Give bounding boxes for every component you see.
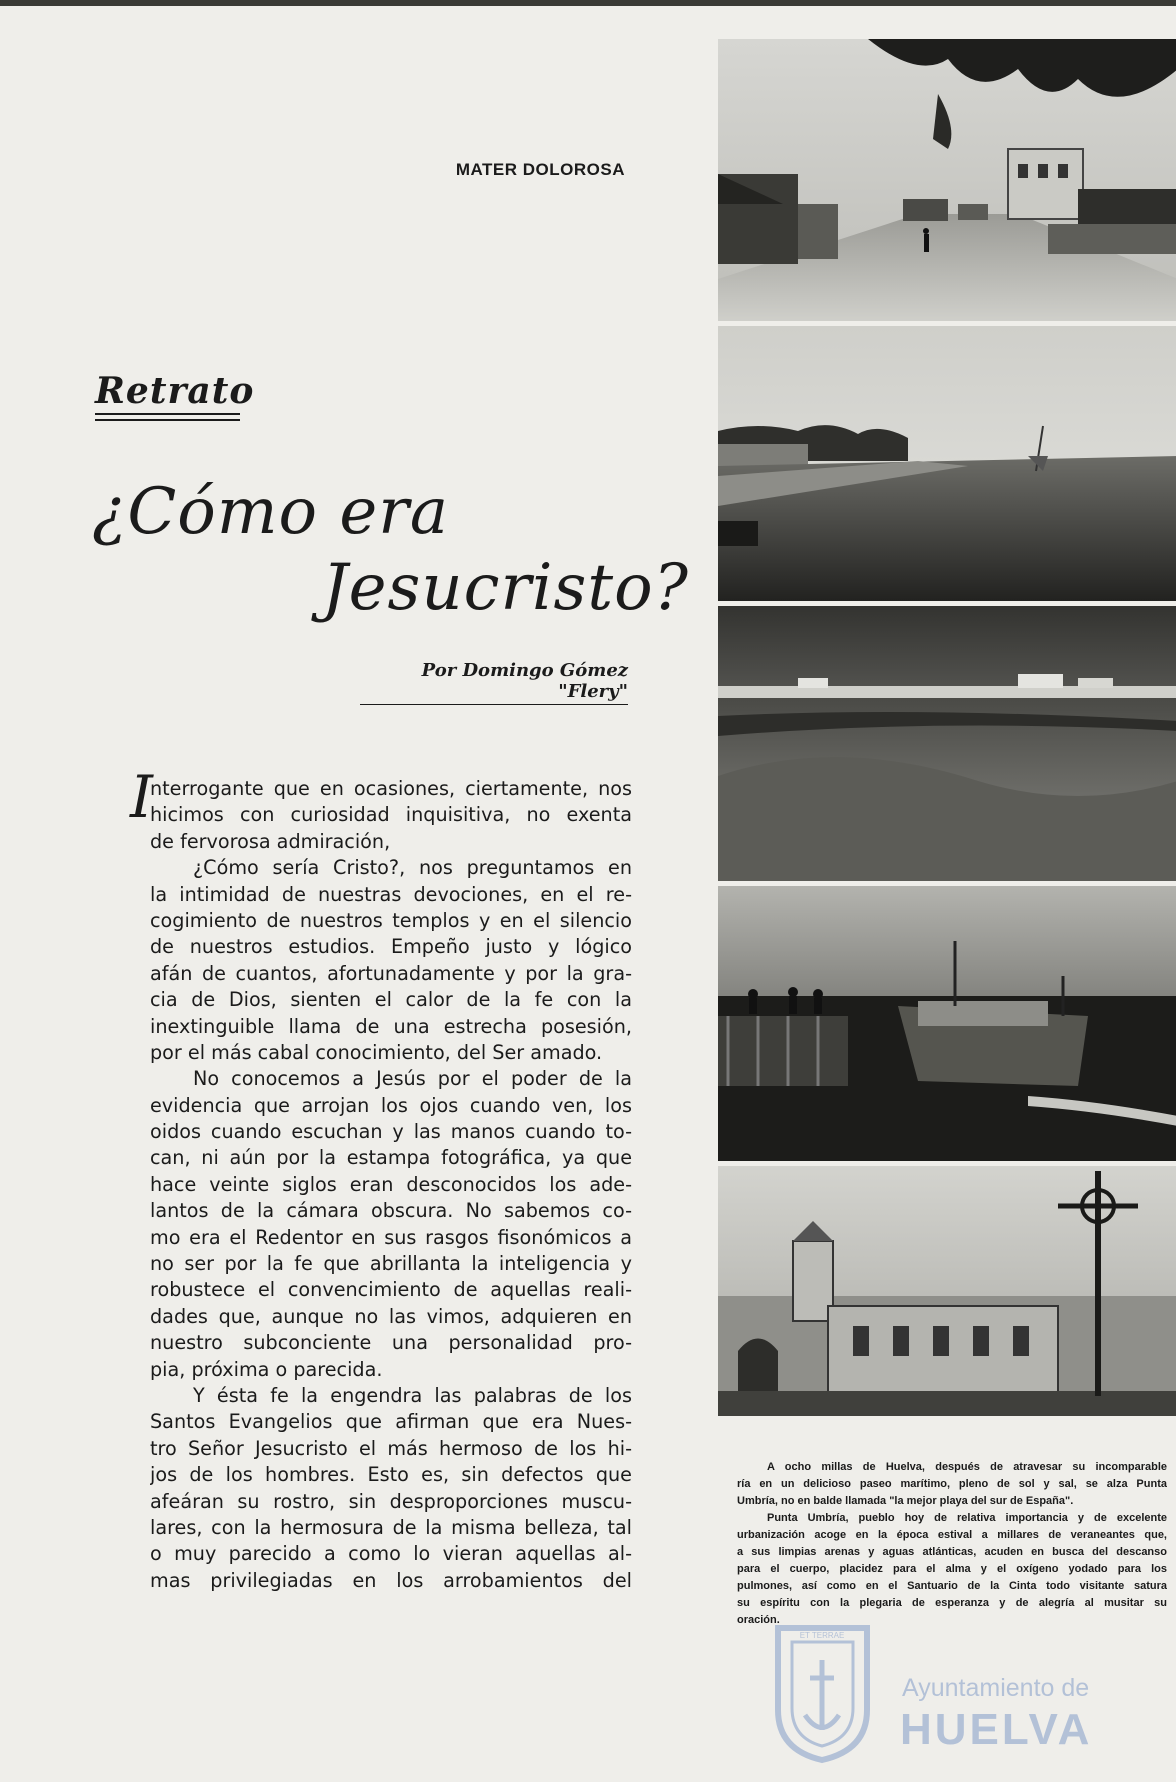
article-line: No conocemos a Jesús por el poder de la: [193, 1067, 632, 1091]
byline: Por Domingo Gómez "Flery": [360, 660, 628, 705]
article-line: mo era el Redentor en sus rasgos fisonómicos a: [150, 1225, 632, 1249]
article-line: cogimiento de nuestros templos y en el silencio: [150, 908, 632, 932]
shore-photo: [718, 326, 1176, 601]
caption-line: Punta Umbría, pueblo hoy de relativa importancia y de excelente: [767, 1512, 1167, 1524]
article-line: no ser por la fe que abrillanta la inteligencia y: [150, 1252, 632, 1276]
watermark-line-1: Ayuntamiento de: [902, 1674, 1090, 1702]
watermark: [752, 1612, 1122, 1772]
photo-caption: [737, 1459, 1167, 1629]
article-line: afán de cuantos, afortunadamente y por la gra-: [150, 961, 632, 985]
article-line: oidos cuando escuchan y las manos cuando to-: [150, 1120, 632, 1144]
section-rule-lower: [95, 419, 240, 421]
article-line: afeáran su rostro, sin desproporciones muscu-: [150, 1489, 632, 1513]
caption-line: urbanización acoge en la época estival a millares de veraneantes que,: [737, 1529, 1167, 1541]
article-line: hace veinte siglos eran desconocidos los ade-: [150, 1172, 632, 1196]
article-line: evidencia que arrojan los ojos cuando ven, los: [150, 1093, 632, 1117]
caption-line: A ocho millas de Huelva, después de atravesar su incomparable: [767, 1461, 1167, 1473]
caption-line: pulmones, así como en el Santuario de la Cinta todo visitante satura: [737, 1580, 1167, 1592]
article-title-line-1: ¿Cómo era: [92, 475, 449, 549]
drop-cap: I: [130, 763, 153, 831]
article-line: Y ésta fe la engendra las palabras de los: [193, 1383, 632, 1407]
article-line: de fervorosa admiración,: [150, 829, 391, 853]
article-line: ¿Cómo sería Cristo?, nos preguntamos en: [193, 856, 632, 880]
watermark-line-2: HUELVA: [900, 1705, 1093, 1754]
article-line: dades que, aunque no las vimos, adquieren en: [150, 1304, 632, 1328]
article-line: inextinguible llama de una estrecha posesión,: [150, 1014, 632, 1038]
article-line: nuestro subconciente una personalidad pro-: [150, 1331, 632, 1355]
article-line: jos de los hombres. Esto es, sin defectos que: [150, 1463, 632, 1487]
caption-line: su espíritu con la plegaria de esperanza y de alegría al musitar su: [737, 1597, 1167, 1609]
article-line: robustece el convencimiento de aquellas reali-: [150, 1278, 632, 1302]
shield-icon: [770, 1620, 875, 1765]
article-line: hicimos con curiosidad inquisitiva, no exenta: [150, 803, 632, 827]
article-line: mas privilegiadas en los arrobamientos del: [150, 1568, 632, 1592]
article-line: o muy parecido a como lo vieran aquellas al-: [150, 1542, 632, 1566]
article-line: can, ni aún por la estampa fotográfica, ya que: [150, 1146, 632, 1170]
pier-boat-photo: [718, 886, 1176, 1161]
section-rule-upper: [95, 413, 240, 415]
article-line: lantos de la cámara obscura. No sabemos co-: [150, 1199, 632, 1223]
article-line: de nuestros estudios. Empeño justo y lógico: [150, 935, 632, 959]
caption-line: oración.: [737, 1614, 780, 1626]
article-line: por el más cabal conocimiento, del Ser amado.: [150, 1040, 603, 1064]
article-line: lares, con la hermosura de la misma belleza, tal: [150, 1515, 632, 1539]
street-photo: [718, 39, 1176, 321]
shield-text: ET TERRAE: [799, 1631, 845, 1640]
caption-line: a sus limpias arenas y aguas atlánticas, acuden en busca del descanso: [737, 1546, 1167, 1558]
article-line: pia, próxima o parecida.: [150, 1357, 383, 1381]
section-label: Retrato: [95, 370, 255, 412]
article-line: Santos Evangelios que afirman que era Nues-: [150, 1410, 632, 1434]
sanctuary-photo: [718, 1166, 1176, 1416]
photo-column: [718, 39, 1176, 1421]
article-title-line-2: Jesucristo?: [322, 551, 689, 625]
article-body: [150, 776, 632, 1594]
caption-line: ría en un delicioso paseo marítimo, pleno de sol y sal, se alza Punta: [737, 1478, 1167, 1490]
article-line: tro Señor Jesucristo el más hermoso de los hi-: [150, 1436, 632, 1460]
article-line: nterrogante que en ocasiones, ciertamente, nos: [150, 777, 632, 800]
caption-line: para el cuerpo, placidez para el alma y el oxígeno yodado para los: [737, 1563, 1167, 1575]
article-line: cia de Dios, sienten el calor de la fe con la: [150, 988, 632, 1012]
article-line: la intimidad de nuestras devociones, en el re-: [150, 882, 632, 906]
beach-photo: [718, 606, 1176, 881]
caption-line: Umbría, no en balde llamada "la mejor playa del sur de España".: [737, 1495, 1074, 1507]
magazine-title: MATER DOLOROSA: [455, 160, 625, 179]
